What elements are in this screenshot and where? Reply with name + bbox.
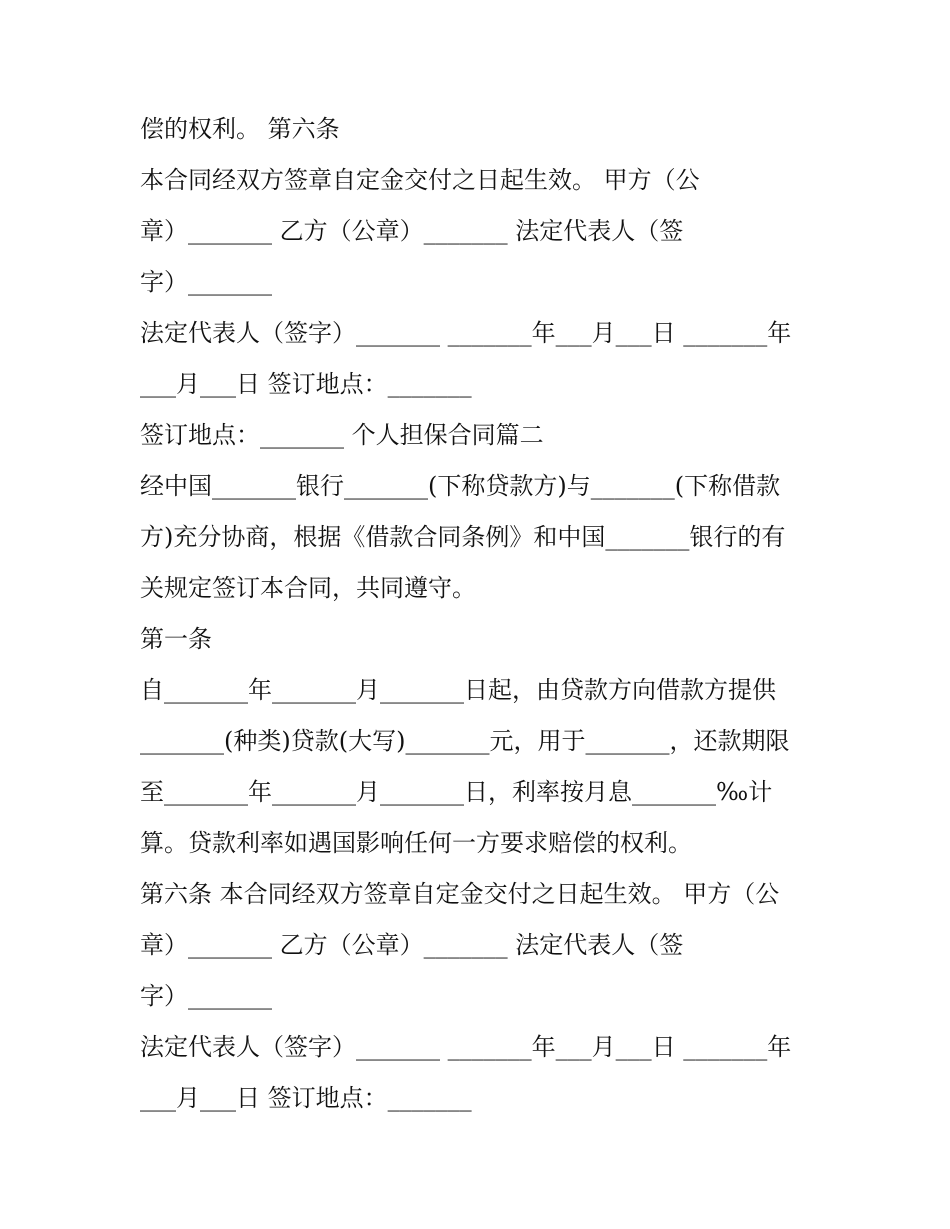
text-line-3: 章）_______ 乙方（公章）_______ 法定代表人（签 bbox=[140, 217, 684, 245]
text-line-1: 偿的权利。 第六条 bbox=[140, 115, 340, 143]
text-line-19: 法定代表人（签字）_______ _______年___月___日 _______年 bbox=[140, 1033, 792, 1061]
text-line-6: ___月___日 签订地点：_______ bbox=[140, 370, 472, 398]
text-line-10: 关规定签订本合同，共同遵守。 bbox=[140, 574, 476, 602]
text-line-11: 第一条 bbox=[140, 625, 212, 653]
text-line-15: 算。贷款利率如遇国影响任何一方要求赔偿的权利。 bbox=[140, 829, 692, 857]
text-line-18: 字）_______ bbox=[140, 982, 272, 1010]
text-line-7: 签订地点：_______ 个人担保合同篇二 bbox=[140, 421, 544, 449]
text-line-4: 字）_______ bbox=[140, 268, 272, 296]
text-line-16: 第六条 本合同经双方签章自定金交付之日起生效。 甲方（公 bbox=[140, 880, 780, 908]
text-line-12: 自_______年_______月_______日起，由贷款方向借款方提供 bbox=[140, 676, 776, 704]
text-line-5: 法定代表人（签字）_______ _______年___月___日 _______年 bbox=[140, 319, 792, 347]
text-line-13: _______(种类)贷款(大写)_______元，用于_______，还款期限 bbox=[140, 727, 790, 755]
text-line-9: 方)充分协商，根据《借款合同条例》和中国_______银行的有 bbox=[140, 523, 786, 551]
text-line-14: 至_______年_______月_______日，利率按月息_______‰计 bbox=[140, 778, 773, 806]
text-line-17: 章）_______ 乙方（公章）_______ 法定代表人（签 bbox=[140, 931, 684, 959]
document-body bbox=[140, 104, 820, 1124]
text-line-8: 经中国_______银行_______(下称贷款方)与_______(下称借款 bbox=[140, 472, 781, 500]
text-line-20: ___月___日 签订地点：_______ bbox=[140, 1084, 472, 1112]
text-line-2: 本合同经双方签章自定金交付之日起生效。 甲方（公 bbox=[140, 166, 700, 194]
